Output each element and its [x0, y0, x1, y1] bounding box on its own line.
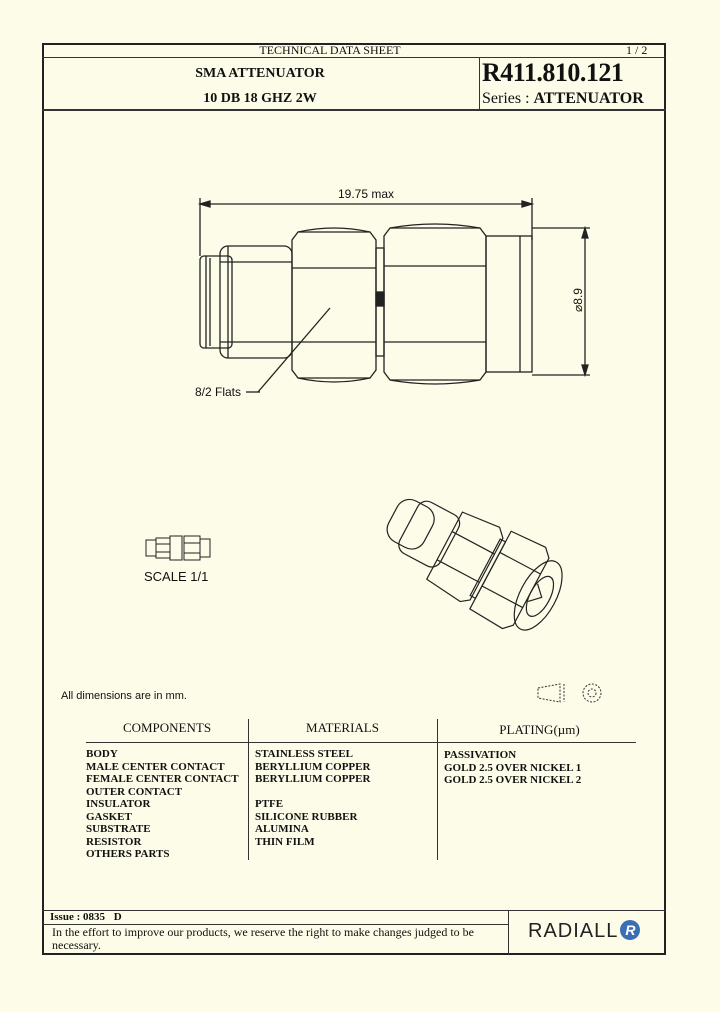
plating-column	[444, 749, 644, 787]
component-item: RESISTOR	[86, 835, 142, 848]
table-header-rule	[86, 742, 636, 743]
material-item: SILICONE RUBBER	[255, 810, 358, 823]
materials-column	[255, 748, 435, 861]
series-label: Series :	[482, 90, 530, 107]
header-divider	[479, 57, 480, 110]
header-plating: PLATING(µm)	[499, 722, 580, 737]
radiall-logo	[528, 920, 640, 943]
doc-type: TECHNICAL DATA SHEET	[259, 43, 401, 57]
material-item: STAINLESS STEEL	[255, 748, 353, 760]
header-components: COMPONENTS	[122, 720, 212, 735]
series-line	[482, 89, 644, 109]
material-item: THIN FILM	[255, 835, 315, 848]
length-dimension: 19.75 max	[337, 187, 395, 201]
footer-divider	[508, 910, 509, 955]
product-title: SMA ATTENUATOR	[195, 66, 325, 81]
material-item: PTFE	[255, 798, 284, 810]
plating-item: PASSIVATION	[444, 749, 517, 761]
issue-line	[50, 911, 122, 924]
footer-top-rule	[42, 910, 666, 911]
table-col-divider-2	[437, 719, 438, 860]
material-item: BERYLLIUM COPPER	[255, 773, 371, 785]
component-item: SUBSTRATE	[86, 823, 151, 835]
component-item: GASKET	[86, 810, 132, 823]
logo-text: RADIALL	[528, 920, 619, 942]
connector-3d-view	[372, 478, 572, 638]
plating-item: GOLD 2.5 OVER NICKEL 1	[444, 761, 582, 774]
dimensions-note: All dimensions are in mm.	[61, 690, 187, 702]
connector-drawing	[180, 180, 600, 410]
table-col-divider-1	[248, 719, 249, 860]
component-item: MALE CENTER CONTACT	[86, 760, 225, 773]
material-item	[255, 786, 435, 799]
component-item: OTHERS PARTS	[86, 848, 170, 860]
logo-mark-icon: R	[620, 920, 640, 940]
scale-label: SCALE 1/1	[144, 569, 209, 584]
plating-item: GOLD 2.5 OVER NICKEL 2	[444, 774, 582, 786]
projection-symbol-icon	[534, 680, 604, 706]
part-number: R411.810.121	[482, 58, 624, 87]
header-materials: MATERIALS	[306, 720, 379, 735]
components-column	[86, 748, 246, 861]
material-item	[255, 848, 435, 861]
material-item: ALUMINA	[255, 823, 309, 835]
product-subtitle: 10 DB 18 GHZ 2W	[203, 91, 317, 106]
issue-label: Issue : 0835	[50, 911, 106, 923]
component-item: OUTER CONTACT	[86, 785, 183, 798]
page-number: 1 / 2	[626, 43, 648, 57]
flats-label: 8/2 Flats	[195, 385, 242, 399]
material-item: BERYLLIUM COPPER	[255, 760, 371, 773]
component-item: INSULATOR	[86, 798, 151, 810]
disclaimer: In the effort to improve our products, we reserve the right to make changes judged to be necessary.	[52, 925, 474, 952]
issue-revision: D	[113, 911, 122, 923]
component-item: FEMALE CENTER CONTACT	[86, 773, 239, 785]
header-bottom-rule	[42, 109, 666, 111]
series-value: ATTENUATOR	[533, 90, 644, 107]
scale-part-icon	[140, 530, 220, 566]
diameter-dimension: ⌀8.9	[571, 288, 585, 312]
component-item: BODY	[86, 748, 118, 760]
